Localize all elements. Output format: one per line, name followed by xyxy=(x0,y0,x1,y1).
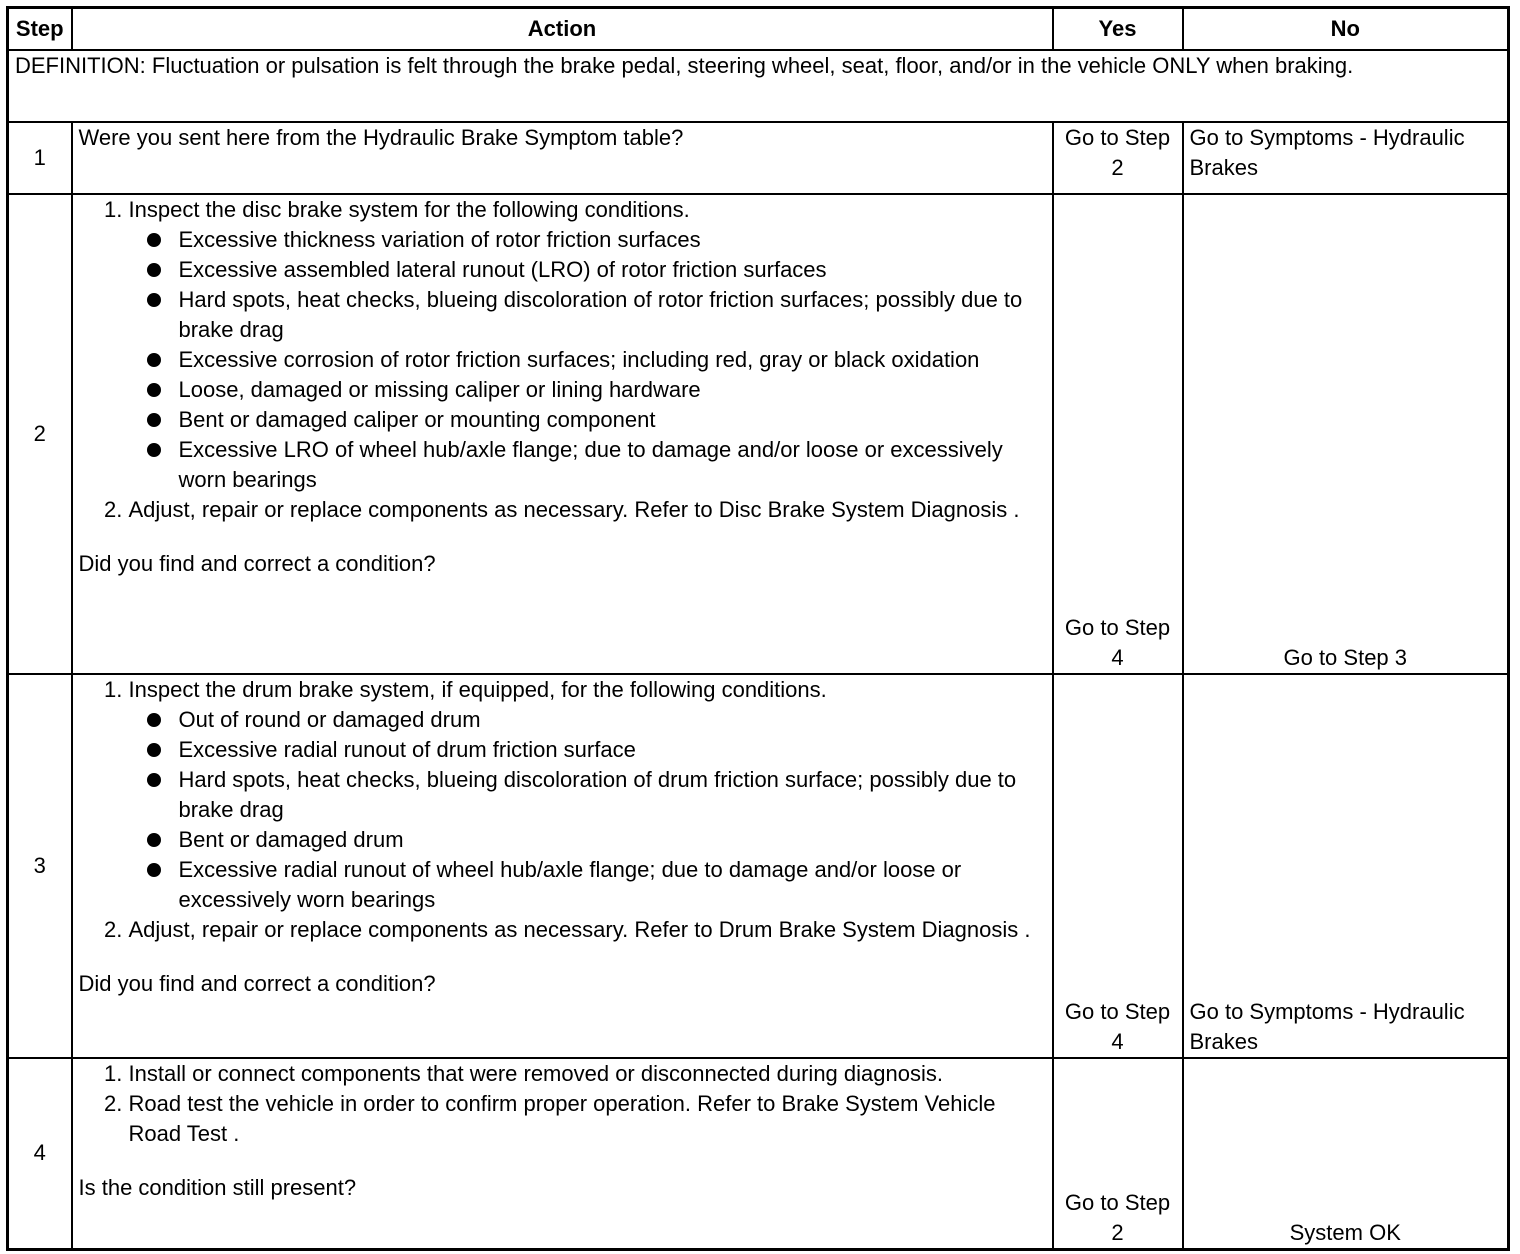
list-item: Excessive LRO of wheel hub/axle flange; due to damage and/or loose or excessively worn bearings xyxy=(179,435,1046,495)
question-text: Is the condition still present? xyxy=(78,1174,357,1200)
diagnostic-table xyxy=(6,6,1510,1251)
list-item: Out of round or damaged drum xyxy=(179,705,1046,735)
question-text: Did you find and correct a condition? xyxy=(78,970,436,996)
yes-cell: Go to Step 4 xyxy=(1053,194,1183,674)
step-text: Inspect the disc brake system for the following conditions. xyxy=(128,196,690,222)
definition-text: DEFINITION: Fluctuation or pulsation is felt through the brake pedal, steering wheel, seat, floor, and/or in the vehicle ONLY when braking. xyxy=(8,50,1509,122)
no-cell: Go to Symptoms - Hydraulic Brakes xyxy=(1183,674,1509,1058)
table-row xyxy=(8,194,1509,674)
yes-cell: Go to Step 2 xyxy=(1053,122,1183,194)
step-number: 4 xyxy=(8,1058,72,1250)
step-text: Inspect the drum brake system, if equipped, for the following conditions. xyxy=(128,676,827,702)
no-cell: Go to Step 3 xyxy=(1183,194,1509,674)
header-row xyxy=(8,8,1509,50)
step-number: 2 xyxy=(8,194,72,674)
list-item: Bent or damaged caliper or mounting component xyxy=(179,405,1046,435)
action-cell xyxy=(72,194,1053,674)
action-steps xyxy=(79,195,1046,525)
step-number: 1 xyxy=(8,122,72,194)
condition-list xyxy=(129,225,1046,495)
list-item: 2. Road test the vehicle in order to confirm proper operation. Refer to Brake System Vehicle Road Test . xyxy=(129,1089,1046,1149)
no-cell: Go to Symptoms - Hydraulic Brakes xyxy=(1183,122,1509,194)
header-action: Action xyxy=(72,8,1053,50)
action-cell xyxy=(72,674,1053,1058)
question-text: Were you sent here from the Hydraulic Brake Symptom table? xyxy=(78,124,684,150)
header-no: No xyxy=(1183,8,1509,50)
list-item: Excessive thickness variation of rotor friction surfaces xyxy=(179,225,1046,255)
list-item: Excessive assembled lateral runout (LRO) of rotor friction surfaces xyxy=(179,255,1046,285)
list-item: Hard spots, heat checks, blueing discoloration of drum friction surface; possibly due to brake drag xyxy=(179,765,1046,825)
list-item: Bent or damaged drum xyxy=(179,825,1046,855)
condition-list xyxy=(129,705,1046,915)
question-text: Did you find and correct a condition? xyxy=(78,550,436,576)
list-item: Hard spots, heat checks, blueing discoloration of rotor friction surfaces; possibly due to brake drag xyxy=(179,285,1046,345)
step-text: Adjust, repair or replace components as necessary. Refer to Disc Brake System Diagnosis . xyxy=(128,496,1020,522)
table-row xyxy=(8,122,1509,194)
step-text: Adjust, repair or replace components as necessary. Refer to Drum Brake System Diagnosis . xyxy=(128,916,1031,942)
list-item: Excessive corrosion of rotor friction surfaces; including red, gray or black oxidation xyxy=(179,345,1046,375)
table-row xyxy=(8,1058,1509,1250)
list-item xyxy=(129,675,1046,915)
yes-cell: Go to Step 4 xyxy=(1053,674,1183,1058)
list-item xyxy=(129,495,1046,525)
action-cell xyxy=(72,1058,1053,1250)
list-item xyxy=(129,915,1046,945)
action-steps xyxy=(79,675,1046,945)
list-item xyxy=(129,195,1046,495)
step-number: 3 xyxy=(8,674,72,1058)
list-item: Excessive radial runout of drum friction surface xyxy=(179,735,1046,765)
header-step: Step xyxy=(8,8,72,50)
list-item: 1. Install or connect components that were removed or disconnected during diagnosis. xyxy=(129,1059,1046,1089)
no-cell: System OK xyxy=(1183,1058,1509,1250)
yes-cell: Go to Step 2 xyxy=(1053,1058,1183,1250)
action-steps xyxy=(79,1059,1046,1149)
list-item: Loose, damaged or missing caliper or lining hardware xyxy=(179,375,1046,405)
table-row xyxy=(8,674,1509,1058)
definition-row xyxy=(8,50,1509,122)
action-cell xyxy=(72,122,1053,194)
list-item: Excessive radial runout of wheel hub/axle flange; due to damage and/or loose or excessively worn bearings xyxy=(179,855,1046,915)
header-yes: Yes xyxy=(1053,8,1183,50)
